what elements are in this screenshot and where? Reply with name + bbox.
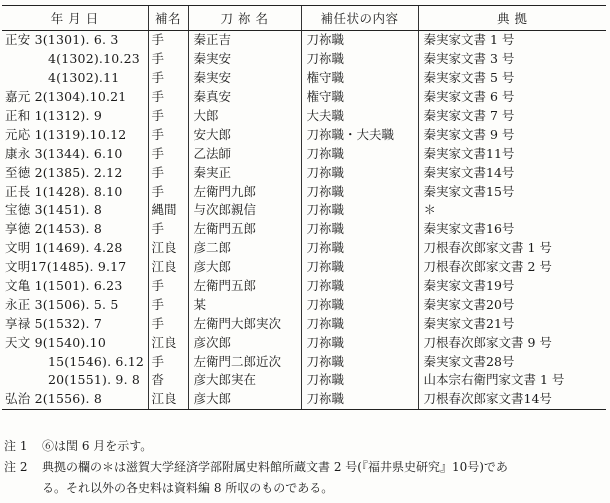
header-date: 年 月 日 bbox=[2, 6, 148, 31]
table-row bbox=[2, 69, 606, 88]
table-row bbox=[2, 277, 606, 296]
table-row bbox=[2, 239, 606, 258]
cell-village: 手 bbox=[148, 163, 188, 182]
cell-village: 手 bbox=[148, 352, 188, 371]
cell-appointment: 刀祢職 bbox=[301, 239, 418, 258]
cell-source: ＊ bbox=[418, 201, 606, 220]
cell-tone-name: 左衛門五郎 bbox=[188, 220, 301, 239]
cell-tone-name: 大郎 bbox=[188, 107, 301, 126]
cell-appointment: 刀祢職 bbox=[301, 390, 418, 409]
appointment-table bbox=[2, 5, 606, 410]
cell-tone-name: 秦真安 bbox=[188, 88, 301, 107]
cell-village: 沓 bbox=[148, 371, 188, 390]
cell-tone-name: 左衛門九郎 bbox=[188, 182, 301, 201]
footnote-1 bbox=[4, 436, 604, 457]
cell-source: 秦実家文書16号 bbox=[418, 220, 606, 239]
table-row bbox=[2, 390, 606, 409]
cell-village: 江良 bbox=[148, 333, 188, 352]
cell-appointment: 刀祢職 bbox=[301, 201, 418, 220]
cell-date: 文明 1(1469). 4.28 bbox=[5, 240, 123, 256]
cell-date: 4(1302).10.23 bbox=[48, 51, 140, 67]
cell-source: 秦実家文書19号 bbox=[418, 277, 606, 296]
table-row bbox=[2, 295, 606, 314]
cell-appointment: 刀祢職 bbox=[301, 182, 418, 201]
cell-appointment: 刀祢職 bbox=[301, 144, 418, 163]
cell-date: 至徳 2(1385). 2.12 bbox=[5, 164, 123, 180]
cell-village: 手 bbox=[148, 295, 188, 314]
cell-village: 手 bbox=[148, 314, 188, 333]
table-row bbox=[2, 333, 606, 352]
cell-tone-name: 彦次郎 bbox=[188, 333, 301, 352]
cell-village: 手 bbox=[148, 277, 188, 296]
cell-date: 元応 1(1319).10.12 bbox=[5, 126, 127, 142]
table-row bbox=[2, 50, 606, 69]
cell-village: 江良 bbox=[148, 239, 188, 258]
cell-tone-name: 彦大郎 bbox=[188, 258, 301, 277]
cell-tone-name: 左衛門二郎近次 bbox=[188, 352, 301, 371]
table-row bbox=[2, 201, 606, 220]
cell-appointment: 刀祢職 bbox=[301, 220, 418, 239]
cell-date: 享禄 5(1532). 7 bbox=[5, 315, 102, 331]
cell-date: 天文 9(1540).10 bbox=[5, 334, 106, 350]
cell-village: 江良 bbox=[148, 390, 188, 409]
footnote-text: ⑥は閏 6 月を示す。 bbox=[42, 439, 153, 453]
cell-source: 秦実家文書 5 号 bbox=[418, 69, 606, 88]
cell-village: 手 bbox=[148, 182, 188, 201]
cell-tone-name: 秦実安 bbox=[188, 69, 301, 88]
cell-date: 文明17(1485). 9.17 bbox=[5, 259, 127, 275]
table-row bbox=[2, 88, 606, 107]
cell-date: 正長 1(1428). 8.10 bbox=[5, 183, 123, 199]
table-row bbox=[2, 352, 606, 371]
cell-appointment: 刀祢職 bbox=[301, 163, 418, 182]
table-row bbox=[2, 182, 606, 201]
cell-village: 手 bbox=[148, 31, 188, 50]
footnotes bbox=[4, 436, 604, 499]
cell-source: 秦実家文書21号 bbox=[418, 314, 606, 333]
cell-date: 享徳 2(1453). 8 bbox=[5, 221, 102, 237]
cell-village: 手 bbox=[148, 125, 188, 144]
table-row bbox=[2, 144, 606, 163]
table-row bbox=[2, 258, 606, 277]
header-source: 典 拠 bbox=[418, 6, 606, 31]
cell-appointment: 刀祢職 bbox=[301, 50, 418, 69]
cell-tone-name: 秦実正 bbox=[188, 163, 301, 182]
cell-appointment: 大夫職 bbox=[301, 107, 418, 126]
cell-appointment: 権守職 bbox=[301, 88, 418, 107]
cell-appointment: 刀祢職 bbox=[301, 258, 418, 277]
cell-source: 秦実家文書 9 号 bbox=[418, 125, 606, 144]
cell-village: 手 bbox=[148, 50, 188, 69]
cell-tone-name: 彦二郎 bbox=[188, 239, 301, 258]
cell-source: 刀根春次郎家文書 2 号 bbox=[418, 258, 606, 277]
cell-source: 秦実家文書 6 号 bbox=[418, 88, 606, 107]
cell-date: 15(1546). 6.12 bbox=[48, 353, 145, 369]
cell-village: 手 bbox=[148, 69, 188, 88]
table-body bbox=[2, 31, 606, 410]
cell-tone-name: 彦大郎 bbox=[188, 390, 301, 409]
cell-appointment: 刀祢職 bbox=[301, 371, 418, 390]
table-row bbox=[2, 220, 606, 239]
footnote-text: 典拠の欄の＊は滋賀大学経済学部附属史料館所蔵文書 2 号(『福井県史研究』10号)であ bbox=[42, 460, 508, 474]
cell-tone-name: 安大郎 bbox=[188, 125, 301, 144]
cell-tone-name: 左衛門大郎実次 bbox=[188, 314, 301, 333]
cell-source: 山本宗右衛門家文書 1 号 bbox=[418, 371, 606, 390]
footnote-label: 注 1 bbox=[4, 439, 28, 453]
cell-source: 秦実家文書 1 号 bbox=[418, 31, 606, 50]
cell-source: 秦実家文書28号 bbox=[418, 352, 606, 371]
cell-tone-name: 某 bbox=[188, 295, 301, 314]
cell-tone-name: 彦大郎実在 bbox=[188, 371, 301, 390]
table-row bbox=[2, 31, 606, 50]
cell-source: 秦実家文書 7 号 bbox=[418, 107, 606, 126]
cell-village: 縄間 bbox=[148, 201, 188, 220]
table-row bbox=[2, 314, 606, 333]
cell-tone-name: 乙法師 bbox=[188, 144, 301, 163]
cell-tone-name: 左衛門五郎 bbox=[188, 277, 301, 296]
cell-appointment: 刀祢職 bbox=[301, 295, 418, 314]
cell-date: 宝徳 3(1451). 8 bbox=[5, 202, 102, 218]
cell-date: 弘治 2(1556). 8 bbox=[2, 390, 148, 409]
cell-source: 秦実家文書 3 号 bbox=[418, 50, 606, 69]
cell-village: 江良 bbox=[148, 258, 188, 277]
table-row bbox=[2, 371, 606, 390]
cell-appointment: 刀祢職 bbox=[301, 277, 418, 296]
cell-date: 4(1302).11 bbox=[48, 70, 120, 86]
footnote-label: 注 2 bbox=[4, 460, 28, 474]
cell-appointment: 刀祢職・大夫職 bbox=[301, 125, 418, 144]
cell-source: 秦実家文書20号 bbox=[418, 295, 606, 314]
footnote-2 bbox=[4, 457, 604, 478]
cell-source: 秦実家文書15号 bbox=[418, 182, 606, 201]
cell-tone-name: 秦正吉 bbox=[188, 31, 301, 50]
cell-date: 正和 1(1312). 9 bbox=[5, 108, 102, 123]
cell-village: 手 bbox=[148, 220, 188, 239]
cell-village: 手 bbox=[148, 88, 188, 107]
header-appointment-content: 補任状の内容 bbox=[301, 6, 418, 31]
cell-tone-name: 秦実安 bbox=[188, 50, 301, 69]
cell-source: 刀根春次郎家文書 1 号 bbox=[418, 239, 606, 258]
cell-village: 手 bbox=[148, 107, 188, 126]
header-tone-name: 刀 祢 名 bbox=[188, 6, 301, 31]
cell-date: 文亀 1(1501). 6.23 bbox=[5, 278, 123, 294]
table-row bbox=[2, 125, 606, 144]
cell-source: 秦実家文書14号 bbox=[418, 163, 606, 182]
cell-appointment: 刀祢職 bbox=[301, 31, 418, 50]
cell-date: 嘉元 2(1304).10.21 bbox=[5, 89, 127, 105]
table-header-row bbox=[2, 6, 606, 31]
cell-appointment: 刀祢職 bbox=[301, 314, 418, 333]
cell-appointment: 刀祢職 bbox=[301, 333, 418, 352]
footnote-2-continuation: る。それ以外の各史料は資料編 8 所収のものである。 bbox=[42, 481, 334, 495]
cell-date: 永正 3(1506). 5. 5 bbox=[5, 296, 119, 312]
cell-date: 康永 3(1344). 6.10 bbox=[5, 145, 123, 161]
cell-village: 手 bbox=[148, 144, 188, 163]
table-row bbox=[2, 107, 606, 126]
cell-appointment: 権守職 bbox=[301, 69, 418, 88]
cell-appointment: 刀祢職 bbox=[301, 352, 418, 371]
cell-date: 20(1551). 9. 8 bbox=[48, 372, 141, 388]
cell-date: 正安 3(1301). 6. 3 bbox=[5, 32, 119, 48]
cell-source: 秦実家文書11号 bbox=[418, 144, 606, 163]
cell-tone-name: 与次郎親信 bbox=[188, 201, 301, 220]
table-row bbox=[2, 163, 606, 182]
cell-source: 刀根春次郎家文書14号 bbox=[418, 390, 606, 409]
header-village: 補名 bbox=[148, 6, 188, 31]
cell-source: 刀根春次郎家文書 9 号 bbox=[418, 333, 606, 352]
